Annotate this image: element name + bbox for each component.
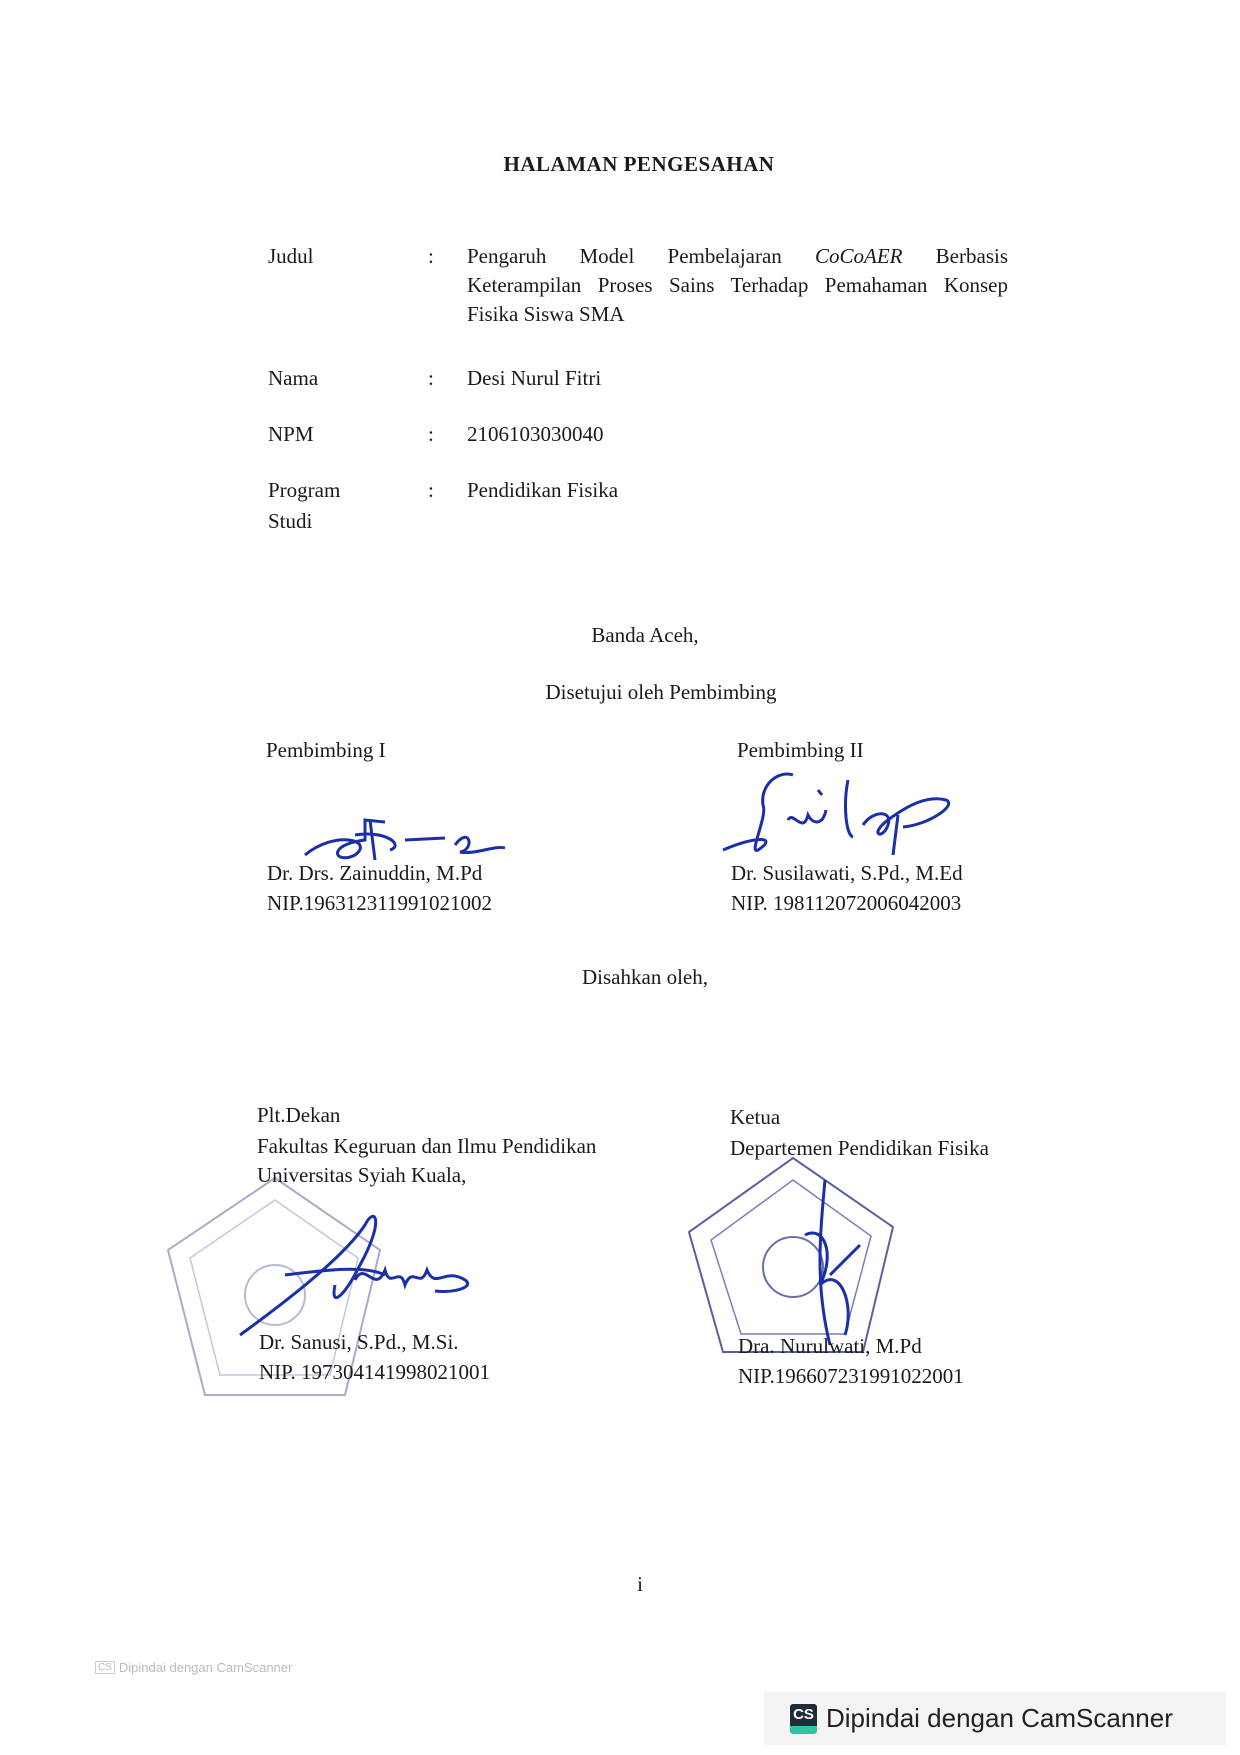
- camscanner-banner: [764, 1692, 1226, 1745]
- official-1-role-3: Universitas Syiah Kuala,: [257, 1163, 467, 1187]
- official-1-name: Dr. Sanusi, S.Pd., M.Si.: [259, 1330, 459, 1354]
- supervisor-2-name: Dr. Susilawati, S.Pd., M.Ed: [731, 861, 963, 885]
- npm-value: 2106103030040: [467, 422, 604, 446]
- supervisor-1-name: Dr. Drs. Zainuddin, M.Pd: [267, 861, 483, 885]
- nama-value: Desi Nurul Fitri: [467, 366, 602, 390]
- supervisor-2-nip: NIP. 198112072006042003: [731, 891, 962, 915]
- camscanner-logo-icon: [790, 1704, 817, 1734]
- judul-value: [467, 242, 1008, 329]
- camscanner-banner-text: Dipindai dengan CamScanner: [826, 1703, 1173, 1733]
- supervisor-2-role: Pembimbing II: [737, 738, 864, 762]
- approved-by: Disetujui oleh Pembimbing: [545, 680, 777, 704]
- judul-colon: :: [428, 244, 434, 268]
- official-2-role-2: Departemen Pendidikan Fisika: [730, 1136, 989, 1160]
- judul-text-rest: Keterampilan Proses Sains Terhadap Pemahaman Konsep Fisika Siswa SMA: [467, 273, 1008, 326]
- prodi-colon: :: [428, 478, 434, 502]
- signature-supervisor-2: [718, 765, 958, 860]
- ratified-by: Disahkan oleh,: [582, 965, 708, 989]
- npm-colon: :: [428, 422, 434, 446]
- camscanner-faint-logo: CS: [95, 1661, 115, 1674]
- official-1-role-1: Plt.Dekan: [257, 1103, 341, 1127]
- npm-label: NPM: [268, 422, 314, 446]
- judul-text-b: Berbasis: [902, 244, 1008, 268]
- supervisor-1-nip: NIP.196312311991021002: [267, 891, 492, 915]
- page-number: i: [637, 1572, 643, 1596]
- prodi-label-2: Studi: [268, 509, 313, 533]
- official-1-nip: NIP. 197304141998021001: [259, 1360, 491, 1384]
- signature-official-1: [235, 1205, 480, 1340]
- judul-text-a: Pengaruh Model Pembelajaran: [467, 244, 815, 268]
- camscanner-logo-text: CS: [790, 1704, 817, 1726]
- faint-watermark-text: Dipindai dengan CamScanner: [118, 1660, 293, 1675]
- official-2-nip: NIP.196607231991022001: [738, 1364, 964, 1388]
- nama-label: Nama: [268, 366, 319, 390]
- page-title: HALAMAN PENGESAHAN: [503, 152, 775, 176]
- judul-italic: CoCoAER: [814, 244, 903, 268]
- place-date: Banda Aceh,: [591, 623, 699, 647]
- prodi-label-1: Program: [268, 478, 341, 502]
- prodi-value: Pendidikan Fisika: [467, 478, 619, 502]
- official-2-role-1: Ketua: [730, 1105, 781, 1129]
- signature-official-2: [785, 1175, 875, 1350]
- faint-watermark: [95, 1660, 292, 1675]
- supervisor-1-role: Pembimbing I: [266, 738, 386, 762]
- official-2-name: Dra. Nurulwati, M.Pd: [738, 1334, 922, 1358]
- judul-label: Judul: [268, 244, 314, 268]
- nama-colon: :: [428, 366, 434, 390]
- official-1-role-2: Fakultas Keguruan dan Ilmu Pendidikan: [257, 1134, 597, 1158]
